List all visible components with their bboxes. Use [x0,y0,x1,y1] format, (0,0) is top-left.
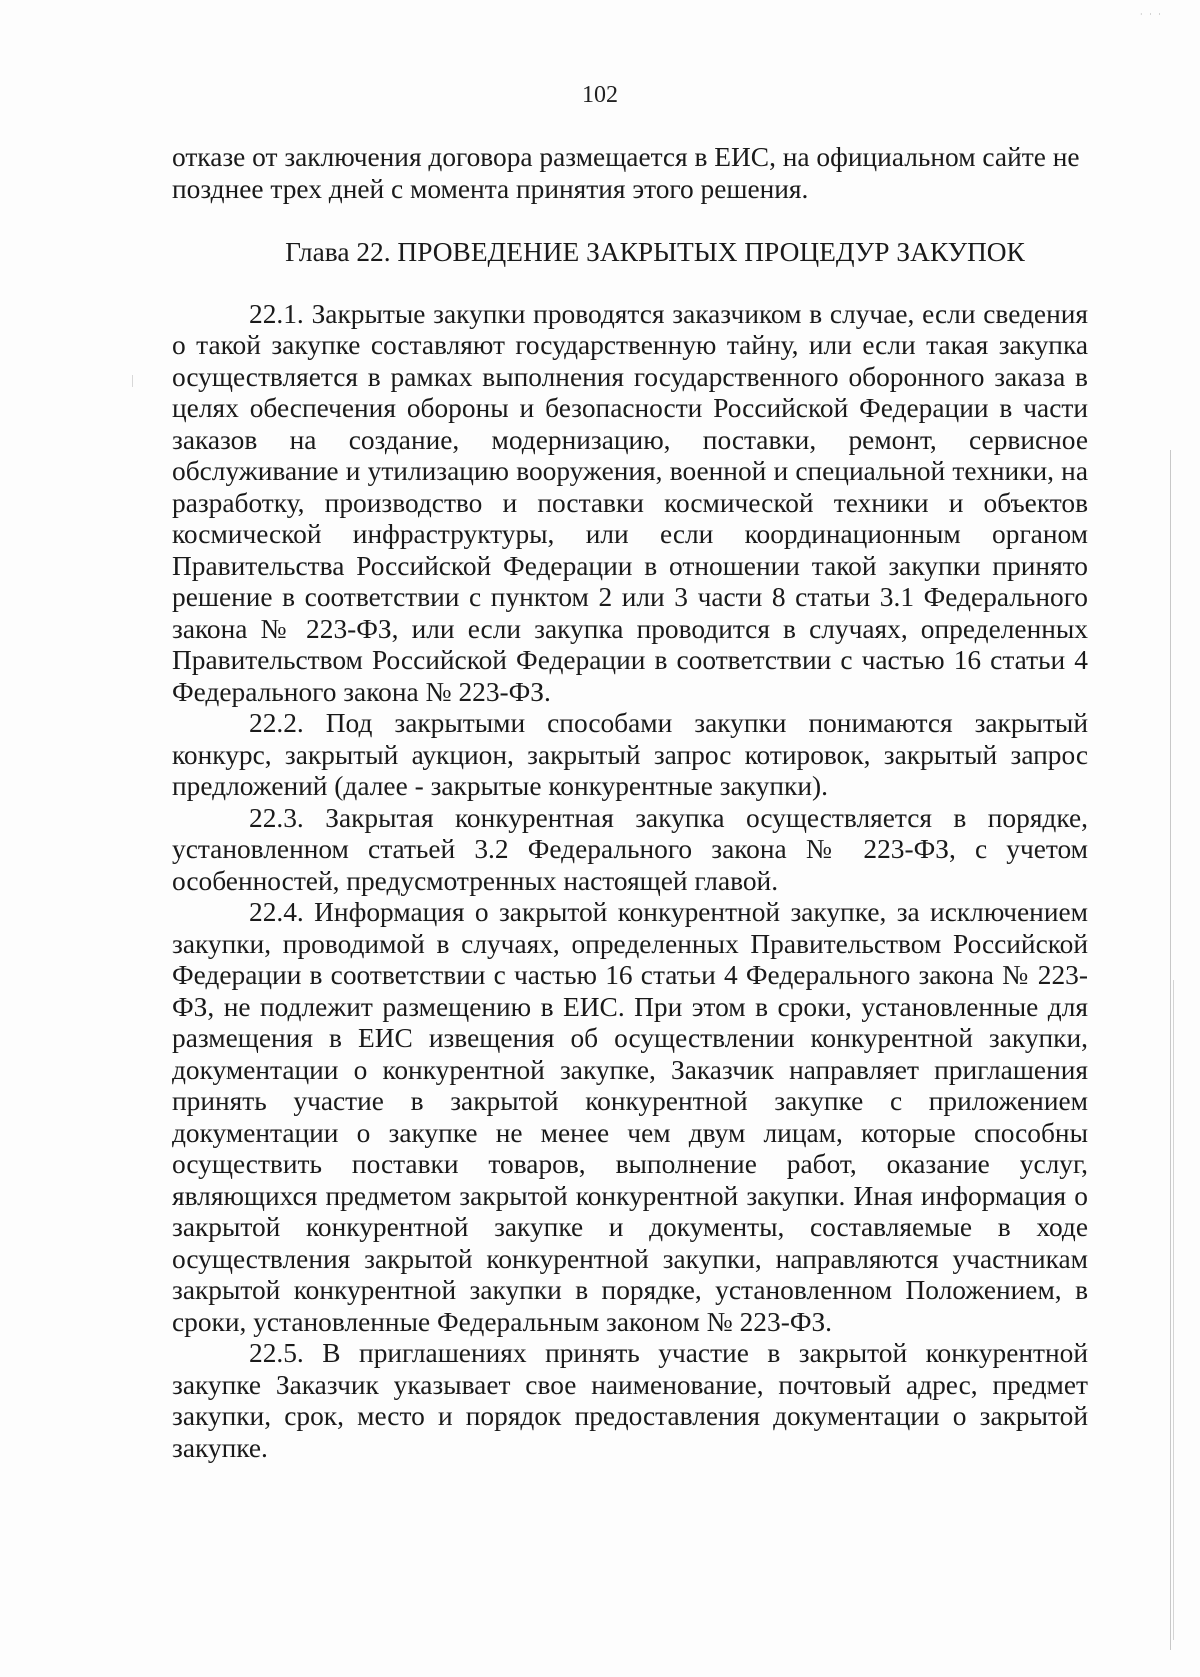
scan-edge-line [1170,450,1171,1650]
scan-left-mark [132,375,133,387]
page-number: 102 [582,82,618,108]
chapter-heading: Глава 22. ПРОВЕДЕНИЕ ЗАКРЫТЫХ ПРОЦЕДУР ЗАКУПОК [285,237,1025,267]
paragraph-22-2: 22.2. Под закрытыми способами закупки понимаются закрытый конкурс, закрытый аукцион, закрытый запрос котировок, закрытый запрос предложений (далее - закрытые конкурентные закупки). [172,708,1088,801]
scan-artifact-dots: · · · [1140,10,1163,19]
paragraph-22-5: 22.5. В приглашениях принять участие в закрытой конкурентной закупке Заказчик указывает свое наименование, почтовый адрес, предмет закупки, срок, место и порядок предоставления документации о закрытой закупке. [172,1338,1088,1463]
paragraph-22-4: 22.4. Информация о закрытой конкурентной закупке, за исключением закупки, проводимой в случаях, определенных Правительством Российской Федерации в соответствии с частью 16 статьи 4 Федерального закона № 223-ФЗ, не подлежит размещению в ЕИС. При этом в сроки, установленные для размещения в ЕИС извещения об осуществлении конкурентной закупки, документации о конкурентной закупке, Заказчик направляет приглашения принять участие в закрытой конкурентной закупке с приложением документации о закупке не менее чем двум лицам, которые способны осуществить поставки товаров, выполнение работ, оказание услуг, являющихся предметом закрытой конкурентной закупки. Иная информация о закрытой конкурентной закупке и документы, составляемые в ходе осуществления закрытой конкурентной закупки, направляются участникам закрытой конкурентной закупки в порядке, установленном Положением, в сроки, установленные Федеральным законом № 223-ФЗ. [172,897,1088,1337]
paragraph-22-3: 22.3. Закрытая конкурентная закупка осуществляется в порядке, установленном статьей 3.2 Федерального закона № 223-ФЗ, с учетом особенностей, предусмотренных настоящей главой. [172,802,1088,896]
document-body [172,142,1088,1464]
intro-paragraph: отказе от заключения договора размещается в ЕИС, на официальном сайте не позднее трех дней с момента принятия этого решения. [172,142,1080,204]
scan-edge-line-2 [1173,980,1174,1640]
paragraph-22-1: 22.1. Закрытые закупки проводятся заказчиком в случае, если сведения о такой закупке составляют государственную тайну, или если такая закупка осуществляется в рамках выполнения государственного оборонного заказа в целях обеспечения обороны и безопасности Российской Федерации в части заказов на создание, модернизацию, поставки, ремонт, сервисное обслуживание и утилизацию вооружения, военной и специальной техники, на разработку, производство и поставки космической техники и объектов космической инфраструктуры, или если координационным органом Правительства Российской Федерации в отношении такой закупки принято решение в соответствии с пунктом 2 или 3 части 8 статьи 3.1 Федерального закона № 223-ФЗ, или если закупка проводится в случаях, определенных Правительством Российской Федерации в соответствии с частью 16 статьи 4 Федерального закона № 223-ФЗ. [172,298,1088,707]
